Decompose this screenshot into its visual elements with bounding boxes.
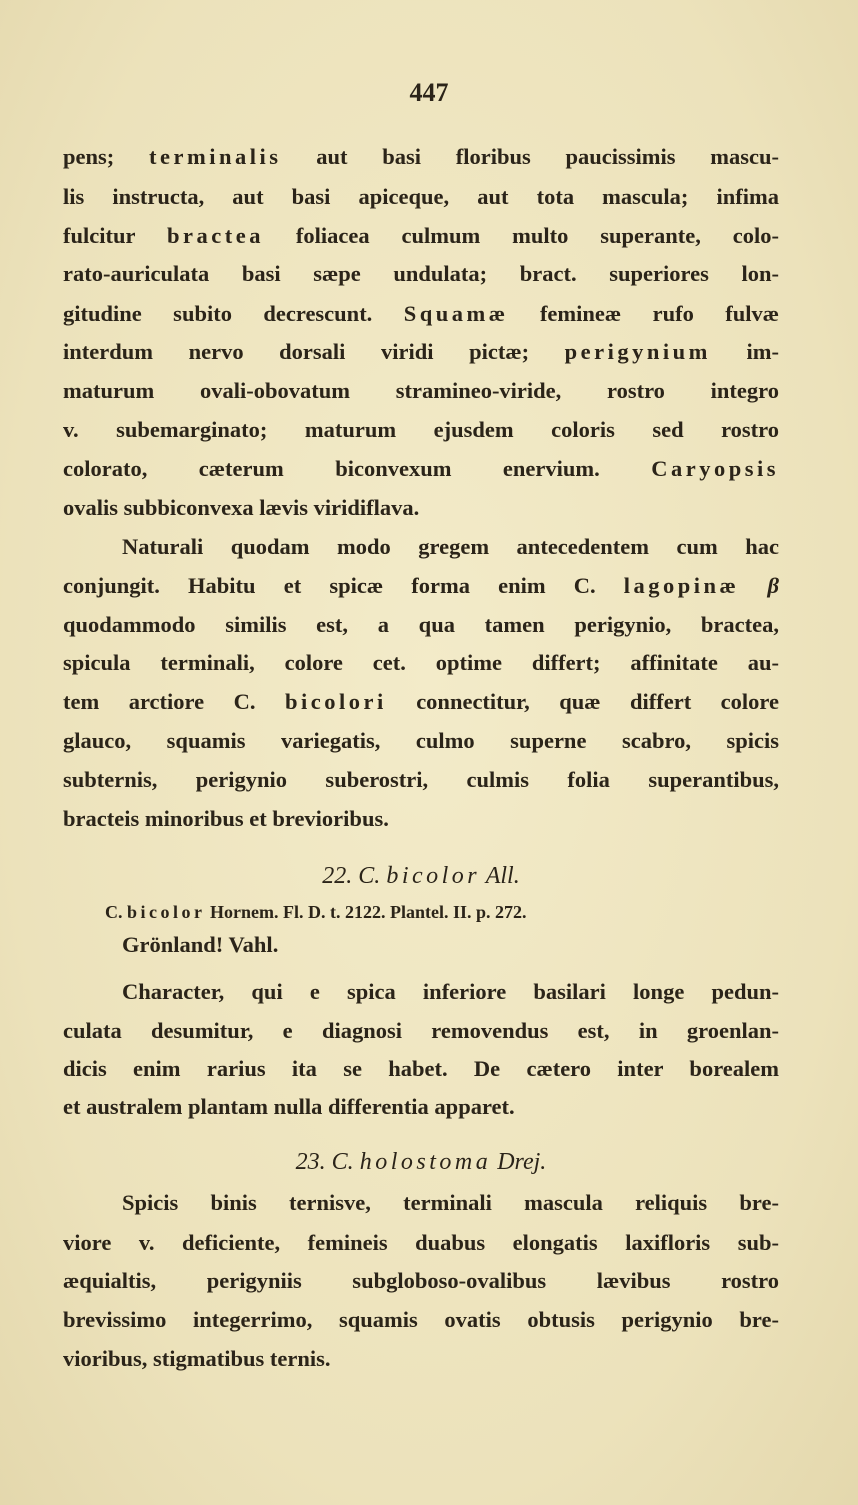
- text-run: æquialtis, perigyniis subgloboso-ovalibus lævibus rostro: [63, 1268, 779, 1293]
- text-run: quodammodo similis est, a qua tamen perigynio, bractea,: [63, 612, 779, 637]
- text-run: conjungit. Habitu et spicæ forma enim C.: [63, 573, 624, 598]
- text-line: [63, 649, 779, 677]
- section-heading: [63, 862, 779, 890]
- text-line: [122, 533, 779, 561]
- text-run: C.: [105, 902, 127, 922]
- text-run: connectitur, quæ differt colore: [386, 689, 779, 714]
- text-line: [63, 805, 779, 833]
- text-run: bracteis minoribus et brevioribus.: [63, 806, 389, 831]
- text-run: pens;: [63, 144, 150, 169]
- text-run: Drej.: [491, 1149, 547, 1175]
- spaced-emphasis: bicolori: [284, 689, 387, 714]
- text-run: colorato, cæterum biconvexum enervium.: [63, 456, 652, 481]
- text-run: culata desumitur, e diagnosi removendus est, in groenlan-: [63, 1018, 779, 1043]
- text-line: [63, 416, 779, 444]
- text-run: All.: [480, 863, 520, 889]
- text-line: [63, 260, 779, 288]
- text-line: [63, 1229, 779, 1257]
- text-run: ovalis subbiconvexa lævis viridiflava.: [63, 495, 420, 520]
- text-run: maturum ovali-obovatum stramineo-viride, rostro integro: [63, 378, 779, 403]
- text-run: aut basi floribus paucissimis mascu-: [281, 144, 780, 169]
- text-line: [63, 377, 779, 405]
- text-run: vioribus, stigmatibus ternis.: [63, 1346, 331, 1371]
- text-line: [122, 978, 779, 1006]
- text-run: interdum nervo dorsali viridi pictæ;: [63, 339, 565, 364]
- text-line: [63, 1093, 779, 1121]
- italic-text: β: [739, 573, 779, 598]
- text-run: glauco, squamis variegatis, culmo superne scabro, spicis: [63, 728, 779, 753]
- text-line: [122, 1189, 779, 1217]
- spaced-emphasis: lagopinæ: [623, 573, 740, 598]
- text-line: [63, 494, 779, 522]
- text-run: Spicis binis ternisve, terminali mascula reliquis bre-: [122, 1190, 779, 1215]
- text-run: v. subemarginato; maturum ejusdem coloris sed rostro: [63, 417, 779, 442]
- spaced-emphasis: perigynium: [564, 339, 711, 364]
- spaced-emphasis: Squamæ: [403, 301, 509, 326]
- page-number: 447: [409, 78, 449, 107]
- text-run: spicula terminali, colore cet. optime differt; affinitate au-: [63, 650, 779, 675]
- text-line: [63, 1306, 779, 1334]
- text-run: 22. C.: [322, 863, 387, 889]
- spaced-emphasis: bicolor: [127, 902, 206, 922]
- spaced-emphasis: holostoma: [359, 1149, 492, 1175]
- text-run: feminеæ rufo fulvæ: [508, 301, 779, 326]
- text-line: [63, 1345, 779, 1373]
- text-run: rato-auriculata basi sæpe undulata; bract. superiores lon-: [63, 261, 779, 286]
- text-line: [63, 1267, 779, 1295]
- text-line: [63, 1017, 779, 1045]
- text-line: [63, 766, 779, 794]
- text-run: 23. C.: [295, 1149, 360, 1175]
- text-line: [63, 1055, 779, 1083]
- text-line: [63, 222, 779, 250]
- text-run: Hornem. Fl. D. t. 2122. Plantel. II. p. 272.: [205, 902, 527, 922]
- text-run: Naturali quodam modo gregem antecedentem cum hac: [122, 534, 779, 559]
- spaced-emphasis: terminalis: [149, 144, 282, 169]
- text-run: subternis, perigynio suberostri, culmis folia superantibus,: [63, 767, 779, 792]
- text-run: fulcitur: [63, 223, 167, 248]
- text-run: foliacea culmum multo superante, colo-: [263, 223, 779, 248]
- citation-line: [105, 898, 705, 926]
- text-run: im-: [710, 339, 779, 364]
- text-line: [63, 143, 779, 171]
- text-run: dicis enim rarius ita se habet. De cætero inter borealem: [63, 1056, 779, 1081]
- text-run: lis instructa, aut basi apiceque, aut tota mascula; infima: [63, 184, 779, 209]
- text-run: Character, qui e spica inferiore basilari longe pedun-: [122, 979, 779, 1004]
- text-run: tem arctiore C.: [63, 689, 285, 714]
- text-run: gitudine subito decrescunt.: [63, 301, 404, 326]
- text-line: [63, 300, 779, 328]
- text-line: [122, 931, 779, 959]
- section-heading: [63, 1148, 779, 1176]
- text-line: [63, 183, 779, 211]
- text-run: viore v. deficiente, femineis duabus elongatis laxifloris sub-: [63, 1230, 779, 1255]
- text-line: [63, 727, 779, 755]
- text-line: [63, 688, 779, 716]
- text-line: [63, 572, 779, 600]
- text-run: brevissimo integerrimo, squamis ovatis obtusis perigynio bre-: [63, 1307, 779, 1332]
- text-line: [63, 611, 779, 639]
- spaced-emphasis: bicolor: [386, 863, 481, 889]
- text-line: [63, 338, 779, 366]
- text-run: et australem plantam nulla differentia apparet.: [63, 1094, 515, 1119]
- text-line: [63, 455, 779, 483]
- text-run: Grönland! Vahl.: [122, 932, 279, 957]
- spaced-emphasis: Caryopsis: [651, 456, 779, 481]
- spaced-emphasis: bractea: [166, 223, 264, 248]
